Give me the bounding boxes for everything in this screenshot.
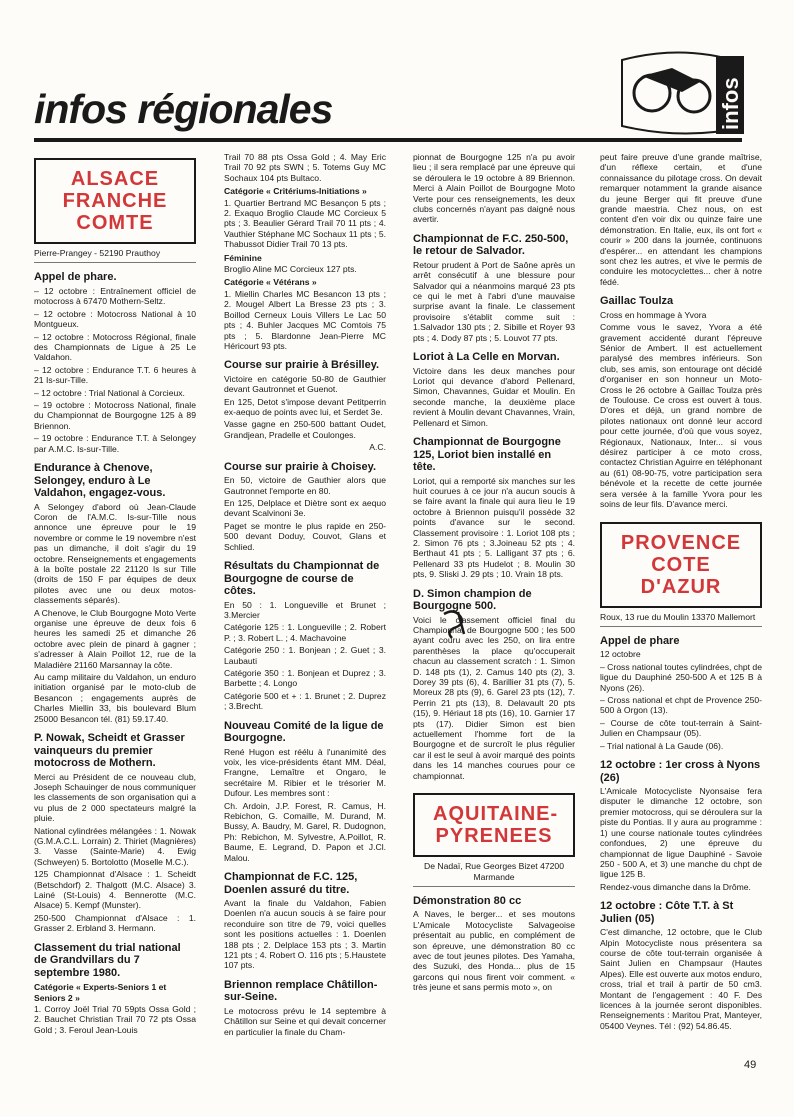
signature: A.C. bbox=[369, 442, 386, 453]
ink-scribble-mark bbox=[440, 608, 470, 640]
column-1 bbox=[34, 152, 196, 1037]
section-heading: Nouveau Comité de la ligue de Bourgogne. bbox=[224, 719, 384, 745]
paragraph: 125 Championnat d'Alsace : 1. Scheidt (Betschdorf) 2. Thalgott (M.C. Alsace) 3. Lainé (St-Louis) 4. Bennerotte (M.C. Alsace) 5. Kempf (Munster). bbox=[34, 869, 196, 911]
paragraph: Au camp militaire du Valdahon, un enduro initiation organisé par le moto-club de Besancon ; engagements auprès de Charles Miellin 33, bis boulevard Blum 25000 Besancon tél. (81) 59.17.40. bbox=[34, 672, 196, 724]
list-item: – 12 octobre : Motocross Régional, finale des Championnats de Ligue à 25 Le Valdahon. bbox=[34, 331, 196, 363]
paragraph: A Chenove, le Club Bourgogne Moto Verte organise une épreuve de deux fois 6 heures les samedi 25 et dimanche 26 octobre avec plein de pinard à gagner ; s'adresser à Alain Poillot 12, rue de la Maladière 21160 Marsannay la côte. bbox=[34, 607, 196, 670]
list-item: – 12 octobre : Entraînement officiel de motocross à 67470 Mothern-Seltz. bbox=[34, 285, 196, 307]
category-heading: Féminine bbox=[224, 252, 262, 263]
paragraph: 1. Quartier Bertrand MC Besançon 5 pts ; 2. Exaquo Broglio Claude MC Corcieux 5 pts ; 3. Beaulier Gérard Trail 70 11 pts ; 4. Vauthier Stéphane MC Sochaux 11 pts ; 5. Thabussot Didier Trail 70 13 pts. bbox=[224, 197, 386, 250]
paragraph: 1. Corroy Joël Trial 70 59pts Ossa Gold ; 2. Bauchet Christian Trail 70 72 pts Ossa Gold ; 3. Feroul Jean-Louis bbox=[34, 1003, 196, 1035]
paragraph: peut faire preuve d'une grande maîtrise, d'un réflexe certain, et d'une connaissance du pilotage cross. On devait remarquer notamment la grande aisance du jeune Berger qui fit preuve d'une grande maestria. Chez nous, on est content d'en voir dix ou quinze faire une démonstration. En Italie, eux, ils ont fort « courir » 200 dans la journée, continuons d'espérer... en attendant les champions sont chez les autres, et vive le permis de conduire les motocyclettes... cher à notre fédé. bbox=[600, 152, 762, 287]
infos-logo bbox=[612, 48, 750, 138]
page-number: 49 bbox=[744, 1059, 757, 1071]
list-item: – Cross national toutes cylindrées, chpt de ligue du Dauphiné 250-500 A et 125 B à Nyons (26). bbox=[600, 661, 762, 693]
rider-icon bbox=[642, 68, 700, 92]
paragraph: Le motocross prévu le 14 septembre à Châtillon sur Seine et qui devait concerner en particulier la finale du Cham- bbox=[224, 1005, 386, 1037]
page-title: infos régionales bbox=[34, 86, 333, 132]
section-heading: Endurance à Chenove, Selongey, enduro à Le Valdahon, engagez-vous. bbox=[34, 462, 166, 499]
list-item: – Cross national et chpt de Provence 250-500 à Orgon (13). bbox=[600, 695, 762, 716]
region-title-alsace: ALSACE FRANCHE COMTE bbox=[34, 158, 196, 244]
category-heading: Catégorie « Critériums-Initiations » bbox=[224, 186, 367, 197]
paragraph: René Hugon est réélu à l'unanimité des voix, les vice-présidents étant MM. Déal, Frangne, Lemaître et Ongaro, le secrétaire M. Ribier et le trésorier M. Dufour. Les membres sont : bbox=[224, 746, 386, 799]
paragraph: 250-500 Championnat d'Alsace : 1. Grasser 2. Erbland 3. Hermann. bbox=[34, 912, 196, 934]
column-4 bbox=[600, 152, 762, 1033]
paragraph: 1. Miellin Charles MC Besancon 13 pts ; 2. Mougel Albert La Bresse 23 pts ; 3. Boillod Cerneux Louis Villers Le Lac 50 pts ; 4. Buhler Jacques MC Comtois 75 pts ; 5. Blardonne Jean-Pierre MC Héricourt 93 pts. bbox=[224, 288, 386, 351]
paragraph: A Naves, le berger... et ses moutons L'Amicale Motocycliste Salvageoise présentait au public, en complément de son épreuve, une démonstration 80 cc avec de tout jeunes pilotes. Des Yamaha, des Suzuki, des Honda... plus de 15 garcons qui nous firent voir comment. « très jeune et sans permis moto », on bbox=[413, 909, 575, 993]
paragraph: Voici le classement officiel final du Championnat de Bourgogne 500 ; les 500 ayant couru avec les 250, on lira entre parenthèses la place qu'occuperait chacun au classement scratch : 1. Simon D. 148 pts (1), 2. Camus 140 pts (2), 3. Dorey 39 pts (6), 4. Barillier 31 pts (7), 5. Moreux 28 pts (9), 6. Garel 23 pts (12), 7. Perrin 21 pts (13), 8. Delavault 20 pts (15), 9. Hériaut 18 pts (16), 10. Garnier 17 pts (17). Didier Simon est bien actuellement l'homme fort de la Bourgogne et de surcroît le plus régulier car il est le seul à avoir marqué des points dans les 14 manches courues pour ce championnat. bbox=[413, 614, 575, 781]
list-item: – 19 octobre : Endurance T.T. à Selongey par A.M.C. Is-sur-Tille. bbox=[34, 433, 196, 454]
paragraph: C'est dimanche, 12 octobre, que le Club Alpin Motocycliste nous présentera sa course de côte tout-terrain organisée à Saint Julien en Champsaur (Hautes Alpes). Elle est ouverte aux motos enduro, cross, trial et trail à partir de 50 cm3. Montant de l'engagement : 40 F. Des licences à la journée seront disponibles. Renseignements : Maritou Prat, Manteyer, 05400 Veynes. Tél : (92) 54.86.45. bbox=[600, 927, 762, 1031]
paragraph: A Selongey d'abord où Jean-Claude Coron de l'A.M.C. Is-sur-Tille nous annonce une épreuve pour le 19 novembre or comme le 19 novembre n'est pas un dimanche, il doit s'agir du 19 octobre. Renseignements et engagements à la boîte postale 22 21120 Is sur Tille (droits de 150 F par équipes de deux pilotes avec une ou deux motos-classements séparés). bbox=[34, 501, 196, 606]
list-item: – Course de côte tout-terrain à Saint-Julien en Champsaur (05). bbox=[600, 717, 762, 739]
paragraph: National cylindrées mélangées : 1. Nowak (G.M.A.C.L. Lorrain) 2. Thiriet (Magnières) 3. Vasse (Sainte-Marie) 4. Ewig (Schweyen) 5. Bortolotto (Moselle M.C.). bbox=[34, 825, 196, 867]
section-heading: Gaillac Toulza bbox=[600, 295, 674, 308]
list-item: 12 octobre bbox=[600, 649, 641, 660]
section-heading: Championnat de Bourgogne 125, Loriot bien installé en tête. bbox=[413, 436, 561, 474]
paragraph: Avant la finale du Valdahon, Fabien Doenlen n'a aucun soucis à se faire pour reconduire son titre de 79, voici quelles sont les positions actuelles : 1. Doenlen 188 pts ; 2. Delplace 153 pts ; 3. Martin 121 pts ; 4. Robert O. 116 pts ; 5.Haustete 107 pts. bbox=[224, 898, 386, 971]
paragraph: En 125, Delplace et Diètre sont ex aequo devant Scalvinoni 3e. bbox=[224, 497, 386, 519]
paragraph: Cross en hommage à Yvora bbox=[600, 309, 707, 320]
list-item: – Trial national à La Gaude (06). bbox=[600, 740, 724, 751]
paragraph: Catégorie 350 : 1. Bonjean et Duprez ; 3. Barbette ; 4. Longo bbox=[224, 667, 386, 689]
paragraph: Victoire dans les deux manches pour Loriot qui devance d'abord Pellenard, Simon, Chavannes, Guidar et Moulin. En seconde manche, la deuxième place revient à Moulin devant Chavannes, Vrain, Pellenard et Simon. bbox=[413, 365, 575, 428]
section-heading: Appel de phare bbox=[600, 634, 680, 647]
paragraph: Retour prudent à Port de Saône après un arrêt consécutif à une blessure pour Salvador qui a néanmoins marqué 23 pts ce qui le met à l'abri d'une mauvaise surprise avant la finale. Le classement provisoire s'établit comme suit : 1.Salvador 130 pts ; 2. Sibille et Royer 93 pts ; 4. Dody 87 pts ; 5. Louvot 77 pts. bbox=[413, 259, 575, 343]
paragraph: En 50, victoire de Gauthier alors que Gautronnet l'emporte en 80. bbox=[224, 475, 386, 496]
section-heading: Démonstration 80 cc bbox=[413, 894, 522, 907]
section-heading: Appel de phare. bbox=[34, 271, 117, 284]
paragraph: En 50 : 1. Longueville et Brunet ; 3.Mercier bbox=[224, 599, 386, 620]
section-heading: Championnat de F.C. 250-500, le retour de Salvador. bbox=[413, 232, 569, 258]
section-heading: P. Nowak, Scheidt et Grasser vainqueurs du premier motocross de Mothern. bbox=[34, 732, 185, 770]
list-item: – 12 octobre : Trial National à Corcieux. bbox=[34, 387, 185, 398]
region-address: Pierre-Prangey - 52190 Prauthoy bbox=[34, 248, 196, 263]
section-heading: 12 octobre : Côte T.T. à St Julien (05) bbox=[600, 900, 734, 925]
region-title-provence: PROVENCE COTE D'AZUR bbox=[600, 522, 762, 608]
paragraph: Merci au Président de ce nouveau club, Joseph Schauinger de nous communiquer les classements de son organisation qui a vu plus de 2 000 spectateurs malgré la pluie. bbox=[34, 771, 196, 824]
list-item: – 12 octobre : Endurance T.T. 6 heures à 21 Is-sur-Tille. bbox=[34, 364, 196, 386]
paragraph: Rendez-vous dimanche dans la Drôme. bbox=[600, 881, 751, 892]
paragraph: En 125, Detot s'impose devant Petitperrin ex-aequo de points avec lui, et Serdet 3e. bbox=[224, 396, 386, 418]
paragraph: Vasse gagne en 250-500 battant Oudet, Grandjean, Pradelle et Coulonges. bbox=[224, 419, 386, 440]
section-heading: Loriot à La Celle en Morvan. bbox=[413, 351, 560, 364]
paragraph: Trail 70 88 pts Ossa Gold ; 4. May Eric Trail 70 92 pts SWN ; 5. Totems Guy MC Sochaux 104 pts Bultaco. bbox=[224, 152, 386, 183]
section-heading: Championnat de F.C. 125, Doenlen assuré du titre. bbox=[224, 871, 358, 896]
section-heading: Classement du trial national de Grandvillars du 7 septembre 1980. bbox=[34, 941, 181, 979]
paragraph: Broglio Aline MC Corcieux 127 pts. bbox=[224, 264, 357, 275]
column-3 bbox=[413, 152, 575, 995]
region-address: De Nadaï, Rue Georges Bizet 47200 Marmande bbox=[413, 861, 575, 887]
paragraph: Comme vous le savez, Yvora a été gravement accidenté durant l'épreuve Sénior de Ambert. Il est actuellement paralysé des membres inférieurs. Son club, ses amis, son entourage ont décidé d'organiser en son honneur un Moto-Cross le 26 octobre à Gaillac Toulza près de Toulouse. Ce cross est ouvert à tous. D'ores et déjà, un grand nombre de pilotes nationaux ont donné leur accord pour cette journée, d'où que vous soyez, Régionaux, Nationaux, Inter... si vous désirez participer à ce moto cross, contactez Christian Aguirre en téléphonant au (61) 08-90-75, votre participation sera bénévole et la recette de cette journée sera versée à la famille Yvora pour les soins de leur fils. D'avance merci. bbox=[600, 322, 762, 510]
logo-text: infos bbox=[718, 77, 743, 130]
section-heading: Résultats du Championnat de Bourgogne de course de côtes. bbox=[224, 560, 380, 597]
region-title-aquitaine: AQUITAINE-PYRENEES bbox=[413, 793, 575, 857]
paragraph: Loriot, qui a remporté six manches sur les huit courues à ce jour n'a aucun soucis à se faire avant la finale qui aura lieu le 19 octobre à Briennon puisqu'il possède 32 points d'avance sur le second. Classement provisoire : 1. Loriot 108 pts ; 2. Simon 76 pts ; 3.Joineau 52 pts ; 4. Berthaut 41 pts ; 5. Lalligant 37 pts ; 6. Pellenard 33 pts Hudelot ; 8. Moulin 30 pts, 9. Sliski J. 29 pts ; 10. Vrain 18 pts. bbox=[413, 475, 575, 580]
list-item: – 12 octobre : Motocross National à 10 Montgueux. bbox=[34, 308, 196, 330]
title-rule bbox=[34, 138, 742, 142]
paragraph: Catégorie 125 : 1. Longueville ; 2. Robert P. ; 3. Robert L. ; 4. Machavoine bbox=[224, 622, 386, 643]
list-item: – 19 octobre : Motocross National, finale du Championnat de Bourgogne 125 à 89 Briennon. bbox=[34, 399, 196, 431]
section-heading: Course sur prairie à Brésilley. bbox=[224, 359, 380, 372]
category-heading: Catégorie « Experts-Seniors 1 et Seniors 2 » bbox=[34, 982, 167, 1003]
paragraph: Paget se montre le plus rapide en 250-500 devant Doduy, Couvot, Glans et Schlied. bbox=[224, 520, 386, 552]
paragraph: Ch. Ardoin, J.P. Forest, R. Camus, H. Rebichon, G. Comaille, M. Durand, M. Bussy, A. Baudry, M. Garel, R. Dudognon, Ph: Rebichon, M. Sylvestre, A.Poillot, R. Baume, E. Legrand, D. Papon et J.Cl. Malou. bbox=[224, 800, 386, 863]
category-heading: Catégorie « Vétérans » bbox=[224, 277, 317, 288]
region-address: Roux, 13 rue du Moulin 13370 Mallemort bbox=[600, 612, 762, 627]
paragraph: L'Amicale Motocycliste Nyonsaise fera disputer le dimanche 12 octobre, son premier motocross, qui se déroulera sur la piste du Pontias. Il y aura au programme : 1) une course nationale toutes cylindrées confondues, 2) une épreuve du championnat de ligue Dauphiné - Savoie 250 - 500 A, et 3) une manche du chpt de ligue 125 B. bbox=[600, 786, 762, 880]
section-heading: D. Simon champion de Bourgogne 500. bbox=[413, 587, 532, 613]
paragraph: Catégorie 500 et + : 1. Brunet ; 2. Duprez ; 3.Brecht. bbox=[224, 690, 386, 712]
section-heading: Briennon remplace Châtillon-sur-Seine. bbox=[224, 978, 378, 1004]
column-2 bbox=[224, 152, 386, 1039]
paragraph: Victoire en catégorie 50-80 de Gauthier devant Gautronnet et Guenot. bbox=[224, 373, 386, 395]
paragraph: Catégorie 250 : 1. Bonjean ; 2. Guet ; 3. Laubauti bbox=[224, 645, 386, 666]
paragraph: pionnat de Bourgogne 125 n'a pu avoir lieu ; il sera remplacé par une épreuve qui se déroulera le 19 octobre à 89 Briennon. Merci à Alain Poillot de Bourgogne Moto Verte pour ces renseignements, les deux clubs concernés n'ayant pas daigné nous avertir. bbox=[413, 152, 575, 225]
section-heading: Course sur prairie à Choisey. bbox=[224, 460, 377, 473]
section-heading: 12 octobre : 1er cross à Nyons (26) bbox=[600, 759, 761, 784]
